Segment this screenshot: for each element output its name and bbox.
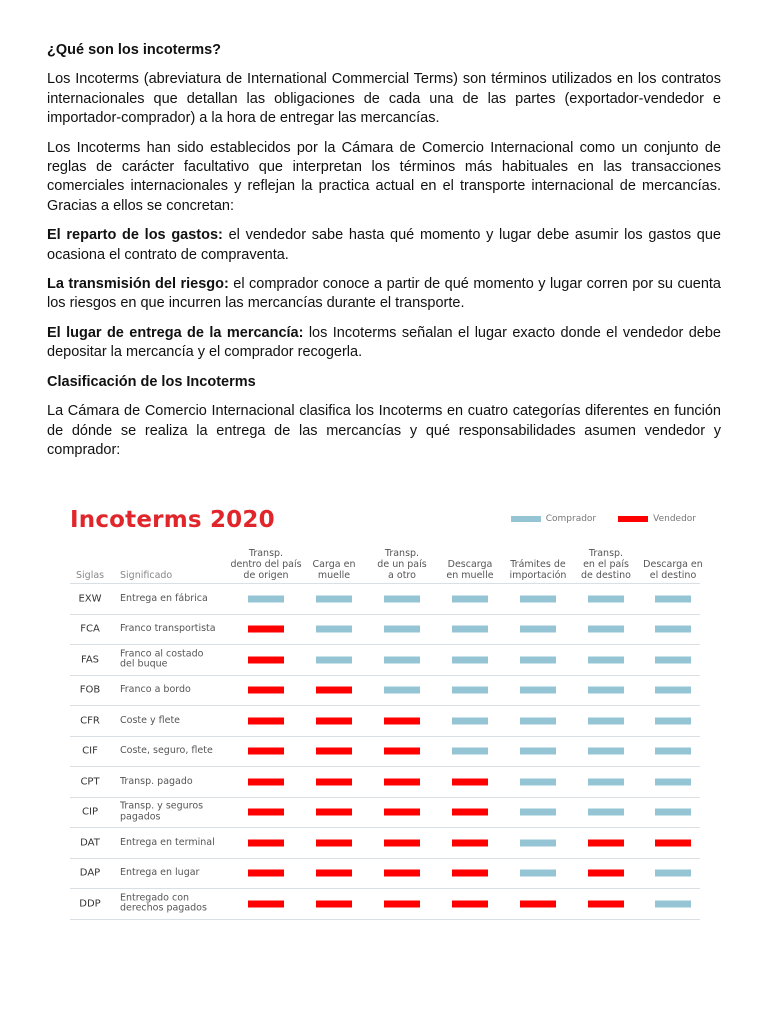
buyer-responsibility-bar — [655, 748, 691, 755]
seller-responsibility-bar — [316, 748, 352, 755]
table-row — [70, 737, 700, 768]
seller-responsibility-bar — [316, 717, 352, 724]
seller-responsibility-bar — [248, 717, 284, 724]
buyer-responsibility-bar — [588, 748, 624, 755]
buyer-responsibility-bar — [452, 595, 488, 602]
buyer-responsibility-bar — [520, 778, 556, 785]
seller-responsibility-bar — [384, 900, 420, 907]
table-row — [70, 584, 700, 615]
header-column: Transp. en el país de destino — [581, 548, 631, 581]
legend-seller-label: Vendedor — [653, 514, 696, 524]
incoterm-code: DDP — [79, 898, 101, 910]
table-row — [70, 706, 700, 737]
incoterm-code: FOB — [79, 684, 101, 696]
legend — [489, 514, 696, 524]
legend-seller — [618, 514, 696, 524]
buyer-responsibility-bar — [520, 809, 556, 816]
seller-responsibility-bar — [588, 870, 624, 877]
text-gastos: el vendedor sabe hasta qué momento y lugar debe asumir los gastos que ocasiona el contrato de compraventa. — [47, 227, 721, 263]
incoterm-meaning: Franco a bordo — [120, 684, 191, 695]
incoterm-code: CIF — [82, 745, 98, 757]
seller-responsibility-bar — [248, 748, 284, 755]
table-row — [70, 676, 700, 707]
buyer-responsibility-bar — [655, 778, 691, 785]
buyer-responsibility-bar — [316, 626, 352, 633]
buyer-responsibility-bar — [655, 656, 691, 663]
header-siglas: Siglas — [76, 570, 105, 581]
buyer-responsibility-bar — [520, 626, 556, 633]
incoterm-meaning: Entrega en lugar — [120, 867, 200, 878]
legend-buyer-swatch — [511, 516, 541, 522]
seller-responsibility-bar — [384, 839, 420, 846]
seller-responsibility-bar — [588, 900, 624, 907]
text-riesgo: el comprador conoce a partir de qué momento y lugar corren por su cuenta los riesgos en que incurren las mercancías durante el transporte. — [47, 276, 721, 312]
buyer-responsibility-bar — [452, 717, 488, 724]
figure-title: Incoterms 2020 — [70, 507, 275, 533]
buyer-responsibility-bar — [316, 595, 352, 602]
seller-responsibility-bar — [316, 900, 352, 907]
legend-buyer — [511, 514, 596, 524]
buyer-responsibility-bar — [655, 626, 691, 633]
buyer-responsibility-bar — [520, 595, 556, 602]
seller-responsibility-bar — [384, 717, 420, 724]
seller-responsibility-bar — [384, 809, 420, 816]
table-row — [70, 798, 700, 829]
seller-responsibility-bar — [384, 748, 420, 755]
buyer-responsibility-bar — [452, 748, 488, 755]
seller-responsibility-bar — [452, 839, 488, 846]
buyer-responsibility-bar — [588, 717, 624, 724]
document-body — [47, 41, 721, 470]
incoterm-meaning: Coste y flete — [120, 714, 181, 726]
incoterm-code: FAS — [80, 654, 100, 666]
incoterm-meaning: Transp. pagado — [120, 775, 193, 787]
seller-responsibility-bar — [316, 870, 352, 877]
buyer-responsibility-bar — [588, 687, 624, 694]
paragraph-established: Los Incoterms han sido establecidos por la Cámara de Comercio Internacional como un conjunto de reglas de carácter facultativo que interpretan los términos más habituales en las transacciones comerciales internacionales y reflejan la practica actual en el transporte internacional de mercancías. Gracias a ellos se concretan: — [47, 139, 721, 214]
seller-responsibility-bar — [520, 900, 556, 907]
buyer-responsibility-bar — [655, 687, 691, 694]
buyer-responsibility-bar — [316, 656, 352, 663]
seller-responsibility-bar — [452, 870, 488, 877]
table-row — [70, 859, 700, 890]
seller-responsibility-bar — [452, 900, 488, 907]
header-significado: Significado — [120, 570, 173, 581]
buyer-responsibility-bar — [588, 626, 624, 633]
incoterm-meaning: Franco transportista — [120, 623, 216, 634]
legend-seller-swatch — [618, 516, 648, 522]
label-gastos: El reparto de los gastos: — [47, 227, 223, 244]
buyer-responsibility-bar — [588, 809, 624, 816]
seller-responsibility-bar — [452, 778, 488, 785]
table-row — [70, 615, 700, 646]
buyer-responsibility-bar — [520, 870, 556, 877]
seller-responsibility-bar — [248, 839, 284, 846]
buyer-responsibility-bar — [655, 900, 691, 907]
heading-que-son: ¿Qué son los incoterms? — [47, 42, 222, 58]
buyer-responsibility-bar — [655, 809, 691, 816]
label-riesgo: La transmisión del riesgo: — [47, 276, 229, 293]
header-column: Trámites de importación — [509, 559, 567, 581]
incoterm-meaning: Transp. y seguros pagados — [120, 800, 204, 823]
incoterm-meaning: Entrega en terminal — [120, 836, 215, 848]
seller-responsibility-bar — [248, 687, 284, 694]
text-lugar: los Incoterms señalan el lugar exacto donde el vendedor debe depositar la mercancía y el comprador recogerla. — [47, 324, 721, 361]
heading-clasificacion: Clasificación de los Incoterms — [47, 373, 256, 390]
buyer-responsibility-bar — [520, 748, 556, 755]
incoterm-meaning: Franco al costado del buque — [120, 648, 204, 670]
table-row — [70, 645, 700, 676]
header-column: Carga en muelle — [312, 559, 356, 581]
header-column: Descarga en muelle — [446, 559, 494, 581]
seller-responsibility-bar — [316, 687, 352, 694]
table-row — [70, 767, 700, 798]
seller-responsibility-bar — [588, 839, 624, 846]
table-row — [70, 889, 700, 920]
incoterm-meaning: Entrega en fábrica — [120, 592, 208, 604]
buyer-responsibility-bar — [248, 595, 284, 602]
incoterm-code: DAT — [80, 837, 100, 849]
paragraph-riesgo — [47, 275, 721, 314]
incoterm-meaning: Coste, seguro, flete — [120, 745, 213, 756]
seller-responsibility-bar — [248, 809, 284, 816]
seller-responsibility-bar — [655, 839, 691, 846]
incoterm-meaning: Entregado con derechos pagados — [120, 892, 207, 914]
header-column: Transp. de un país a otro — [377, 548, 427, 581]
buyer-responsibility-bar — [384, 595, 420, 602]
seller-responsibility-bar — [384, 870, 420, 877]
incoterm-code: CIP — [82, 806, 98, 818]
header-column: Transp. dentro del país de origen — [230, 548, 302, 581]
buyer-responsibility-bar — [655, 870, 691, 877]
incoterm-code: CFR — [80, 715, 100, 727]
buyer-responsibility-bar — [384, 626, 420, 633]
buyer-responsibility-bar — [384, 656, 420, 663]
table-header — [70, 543, 703, 584]
buyer-responsibility-bar — [520, 687, 556, 694]
buyer-responsibility-bar — [452, 626, 488, 633]
buyer-responsibility-bar — [452, 687, 488, 694]
seller-responsibility-bar — [248, 626, 284, 633]
paragraph-clasifica: La Cámara de Comercio Internacional clasifica los Incoterms en cuatro categorías diferentes en función de dónde se realiza la entrega de las mercancías y qué responsabilidades asumen vendedor y comprador: — [47, 403, 721, 458]
seller-responsibility-bar — [248, 870, 284, 877]
incoterm-code: CPT — [80, 776, 100, 788]
legend-buyer-label: Comprador — [545, 514, 597, 524]
incoterm-code: DAP — [79, 867, 101, 879]
table-row — [70, 828, 700, 859]
buyer-responsibility-bar — [655, 595, 691, 602]
seller-responsibility-bar — [248, 656, 284, 663]
incoterms-figure — [70, 505, 703, 914]
buyer-responsibility-bar — [588, 778, 624, 785]
buyer-responsibility-bar — [452, 656, 488, 663]
buyer-responsibility-bar — [588, 595, 624, 602]
seller-responsibility-bar — [248, 778, 284, 785]
buyer-responsibility-bar — [520, 839, 556, 846]
paragraph-gastos — [47, 226, 721, 265]
seller-responsibility-bar — [452, 809, 488, 816]
seller-responsibility-bar — [316, 778, 352, 785]
buyer-responsibility-bar — [588, 656, 624, 663]
paragraph-definition: Los Incoterms (abreviatura de International Commercial Terms) son términos utilizados en los contratos internacionales que detallan las obligaciones de cada una de las partes (exportador-vendedor e importador-comprador) a la hora de entregar las mercancías. — [47, 71, 721, 127]
label-lugar: El lugar de entrega de la mercancía: — [47, 324, 304, 341]
buyer-responsibility-bar — [655, 717, 691, 724]
paragraph-lugar — [47, 324, 721, 363]
seller-responsibility-bar — [316, 809, 352, 816]
buyer-responsibility-bar — [520, 717, 556, 724]
seller-responsibility-bar — [248, 900, 284, 907]
incoterm-code: EXW — [78, 593, 102, 605]
seller-responsibility-bar — [316, 839, 352, 846]
buyer-responsibility-bar — [384, 687, 420, 694]
incoterm-code: FCA — [80, 623, 100, 635]
buyer-responsibility-bar — [520, 656, 556, 663]
incoterms-table — [70, 543, 703, 920]
seller-responsibility-bar — [384, 778, 420, 785]
header-column: Descarga en el destino — [643, 559, 703, 581]
